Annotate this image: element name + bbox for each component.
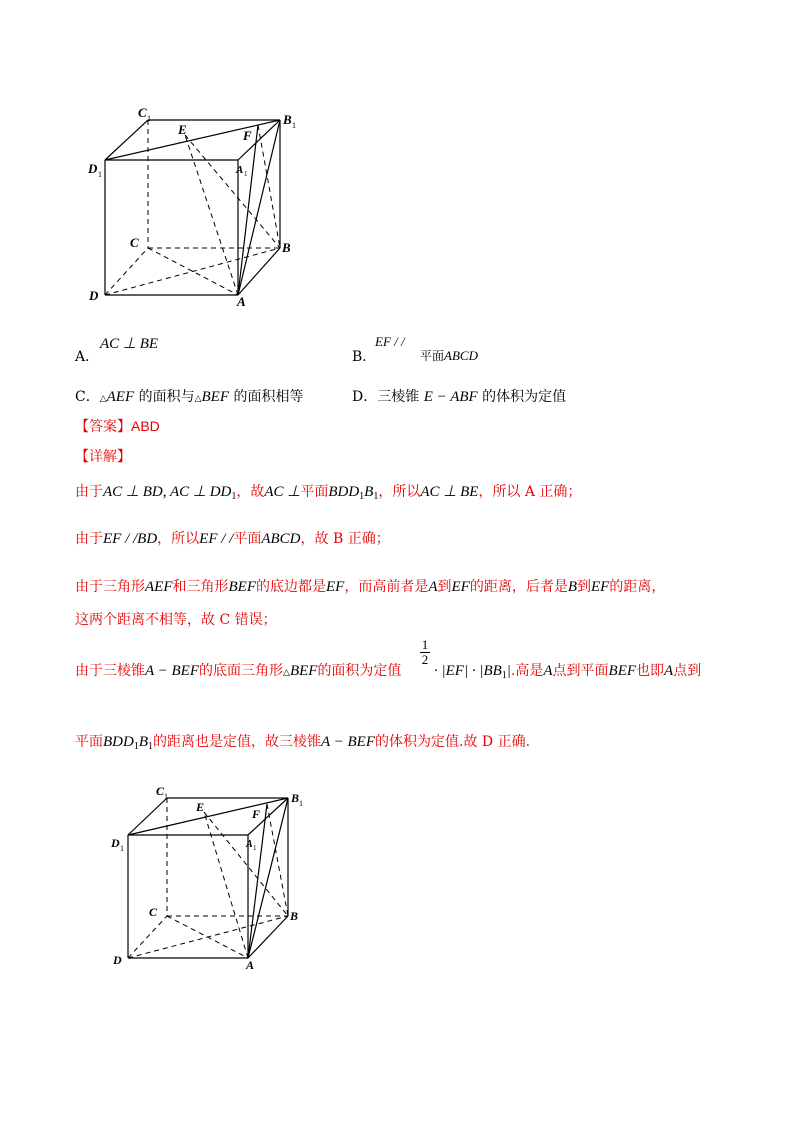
label-C1-bottom: C bbox=[156, 784, 165, 798]
svg-text:1: 1 bbox=[120, 844, 124, 853]
solution-line-5: 由于三棱锥A − BEF的底面三角形△BEF的面积为定值 bbox=[75, 663, 402, 679]
label-A: A bbox=[237, 294, 246, 309]
option-b-math: EF / / bbox=[375, 334, 405, 349]
label-A1-bottom: A bbox=[246, 839, 253, 850]
svg-text:1: 1 bbox=[299, 799, 303, 808]
label-D1-bottom: D bbox=[111, 836, 120, 850]
option-a-math: AC ⊥ BE bbox=[100, 336, 159, 352]
label-D-bottom: D bbox=[113, 953, 122, 967]
solution-line-1: 由于AC ⊥ BD, AC ⊥ $DD_1$，故AC ⊥平面$BDD_1B_1$，所以AC ⊥ BE，所以 A 正确； bbox=[75, 484, 582, 502]
label-B: B bbox=[282, 240, 291, 255]
svg-text:1: 1 bbox=[292, 121, 296, 130]
label-C-bottom: C bbox=[149, 905, 158, 919]
svg-text:1: 1 bbox=[147, 114, 151, 123]
label-A-bottom: A bbox=[246, 958, 255, 972]
option-a: A． bbox=[75, 349, 100, 365]
label-C: C bbox=[130, 235, 139, 250]
svg-text:1: 1 bbox=[98, 170, 102, 179]
label-F-bottom: F bbox=[252, 807, 261, 821]
solution-line-6: 平面$BDD_1B_1$的距离也是定值，故三棱锥A − BEF的体积为定值.故 D 正确. bbox=[75, 734, 531, 752]
solution-line-5-tail: · $|EF| \cdot |BB_1|$.高是A点到平面BEF也即A点到 bbox=[434, 663, 702, 681]
option-c: C．△AEF 的面积与△BEF 的面积相等 bbox=[75, 389, 304, 405]
detail-label: 【详解】 bbox=[75, 449, 131, 465]
svg-text:1: 1 bbox=[253, 844, 257, 852]
label-B-bottom: B bbox=[290, 909, 299, 923]
option-b: B． bbox=[352, 349, 377, 365]
option-b-suffix: 平面ABCD bbox=[420, 348, 478, 363]
solution-line-2: 由于EF / /BD，所以EF / /平面ABCD，故 B 正确； bbox=[75, 531, 390, 547]
cube-figure-top bbox=[80, 100, 310, 310]
option-d: D．三棱锥 E − ABF 的体积为定值 bbox=[352, 389, 567, 405]
label-D: D bbox=[89, 288, 99, 303]
solution-line-4: 这两个距离不相等，故 C 错误； bbox=[75, 612, 277, 628]
label-B1-bottom: B bbox=[291, 791, 300, 805]
label-F: F bbox=[243, 128, 252, 143]
cube-figure-bottom bbox=[100, 780, 320, 975]
svg-text:1: 1 bbox=[244, 170, 248, 178]
label-E: E bbox=[178, 122, 187, 137]
label-A1: A bbox=[236, 164, 244, 176]
label-D1: D bbox=[88, 161, 98, 176]
svg-text:1: 1 bbox=[164, 792, 168, 801]
label-E-bottom: E bbox=[196, 800, 205, 814]
solution-line-3: 由于三角形AEF和三角形BEF的底边都是EF，而高前者是A到EF的距离，后者是B到EF的距离， bbox=[75, 579, 666, 595]
label-C1: C bbox=[138, 105, 147, 120]
label-B1: B bbox=[283, 112, 292, 127]
fraction-half: 1 2 bbox=[421, 637, 429, 667]
answer-line: 【答案】ABD bbox=[75, 418, 160, 435]
